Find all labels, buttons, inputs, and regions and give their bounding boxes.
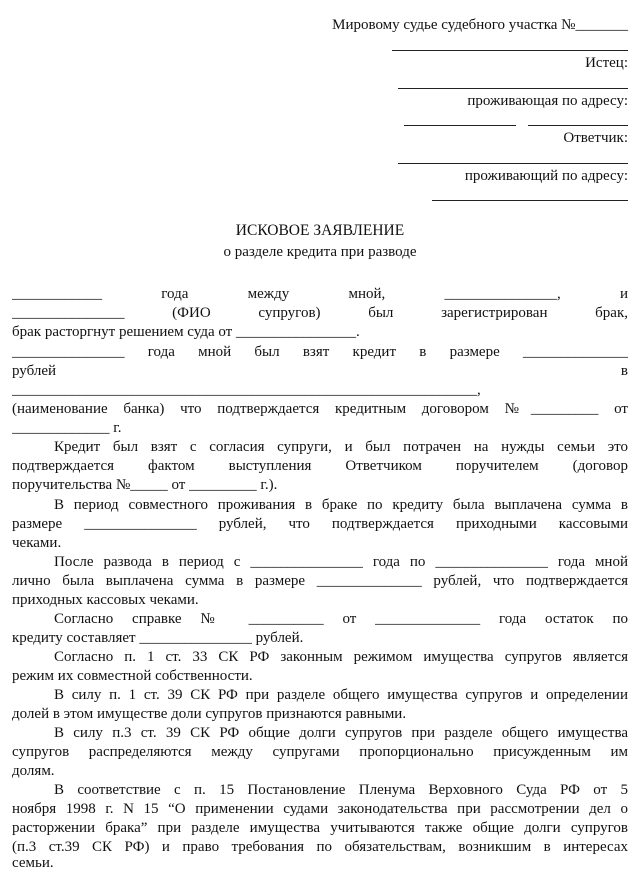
body-line: (п.3 ст.39 СК РФ) и право требования по обязательствам, возникшим в интересах: [12, 839, 628, 855]
body-line: Согласно п. 1 ст. 33 СК РФ законным режимом имущества супругов является: [54, 649, 628, 665]
body-line: лично была выплачена сумма в размере ______________ рублей, что подтверждается: [12, 573, 628, 589]
court-blank-line: [392, 50, 628, 51]
body-line: ноября 1998 г. N 15 “О применении судами законодательства при рассмотрении дел о: [12, 801, 628, 817]
body-line: семьи.: [12, 855, 54, 871]
body-line: брак расторгнут решением суда от ________________.: [12, 324, 360, 340]
plaintiff-address-line-left: [404, 125, 516, 126]
document-subtitle: о разделе кредита при разводе: [223, 244, 417, 260]
plaintiff-name-line: [398, 88, 628, 89]
body-line: чеками.: [12, 535, 62, 551]
body-line: В период совместного проживания в браке по кредиту была выплачена сумма в: [54, 497, 628, 513]
body-line: _______________ (ФИО супругов) был зарегистрирован брак,: [12, 305, 628, 321]
body-line: В соответствие с п. 15 Постановление Пленума Верховного Суда РФ от 5: [54, 782, 628, 798]
body-line: подтверждается фактом выступления Ответчиком поручителем (договор: [12, 458, 628, 474]
defendant-label: Ответчик:: [563, 130, 628, 146]
body-line: В силу п.3 ст. 39 СК РФ общие долги супругов при разделе общего имущества: [54, 725, 628, 741]
document-title: ИСКОВОЕ ЗАЯВЛЕНИЕ: [235, 222, 405, 239]
body-line: _____________ г.: [12, 420, 122, 436]
body-line: приходных кассовых чеками.: [12, 592, 199, 608]
body-line: размере _______________ рублей, что подтверждается приходными кассовыми: [12, 516, 628, 532]
body-line: Кредит был взят с согласия супруги, и был потрачен на нужды семьи это: [54, 439, 628, 455]
plaintiff-address-line-right: [528, 125, 628, 126]
body-line: поручительства №_____ от _________ г.).: [12, 477, 278, 493]
body-line: После развода в период с _______________ года по _______________ года мной: [54, 554, 628, 570]
court-addressee: Мировому судье судебного участка №_______: [332, 17, 628, 33]
body-line: _______________ года мной был взят кредит в размере ______________: [12, 344, 628, 360]
plaintiff-label: Истец:: [585, 55, 628, 71]
body-line: ____________ года между мной, _______________, и: [12, 286, 628, 302]
body-line: долей в этом имуществе доли супругов признаются равными.: [12, 706, 407, 722]
body-line: долям.: [12, 763, 55, 779]
body-line: кредиту составляет _______________ рублей.: [12, 630, 304, 646]
body-line: расторжении брака” при разделе имущества учитываются также общие долги супругов: [12, 820, 628, 836]
defendant-name-line: [398, 163, 628, 164]
body-line: супругов распределяются между супругами пропорционально присужденным им: [12, 744, 628, 760]
body-line: (наименование банка) что подтверждается кредитным договором №_________ от: [12, 401, 628, 417]
body-line: В силу п. 1 ст. 39 СК РФ при разделе общего имущества супругов и определении: [54, 687, 628, 703]
body-line: Согласно справке № __________ от ______________ года остаток по: [54, 611, 628, 627]
body-line: режим их совместной собственности.: [12, 668, 253, 684]
body-line: рублей в: [12, 363, 628, 379]
defendant-address-line: [432, 200, 628, 201]
body-line: ______________________________________________________________,: [12, 382, 481, 398]
plaintiff-address-label: проживающая по адресу:: [467, 93, 628, 109]
defendant-address-label: проживающий по адресу:: [464, 168, 628, 184]
